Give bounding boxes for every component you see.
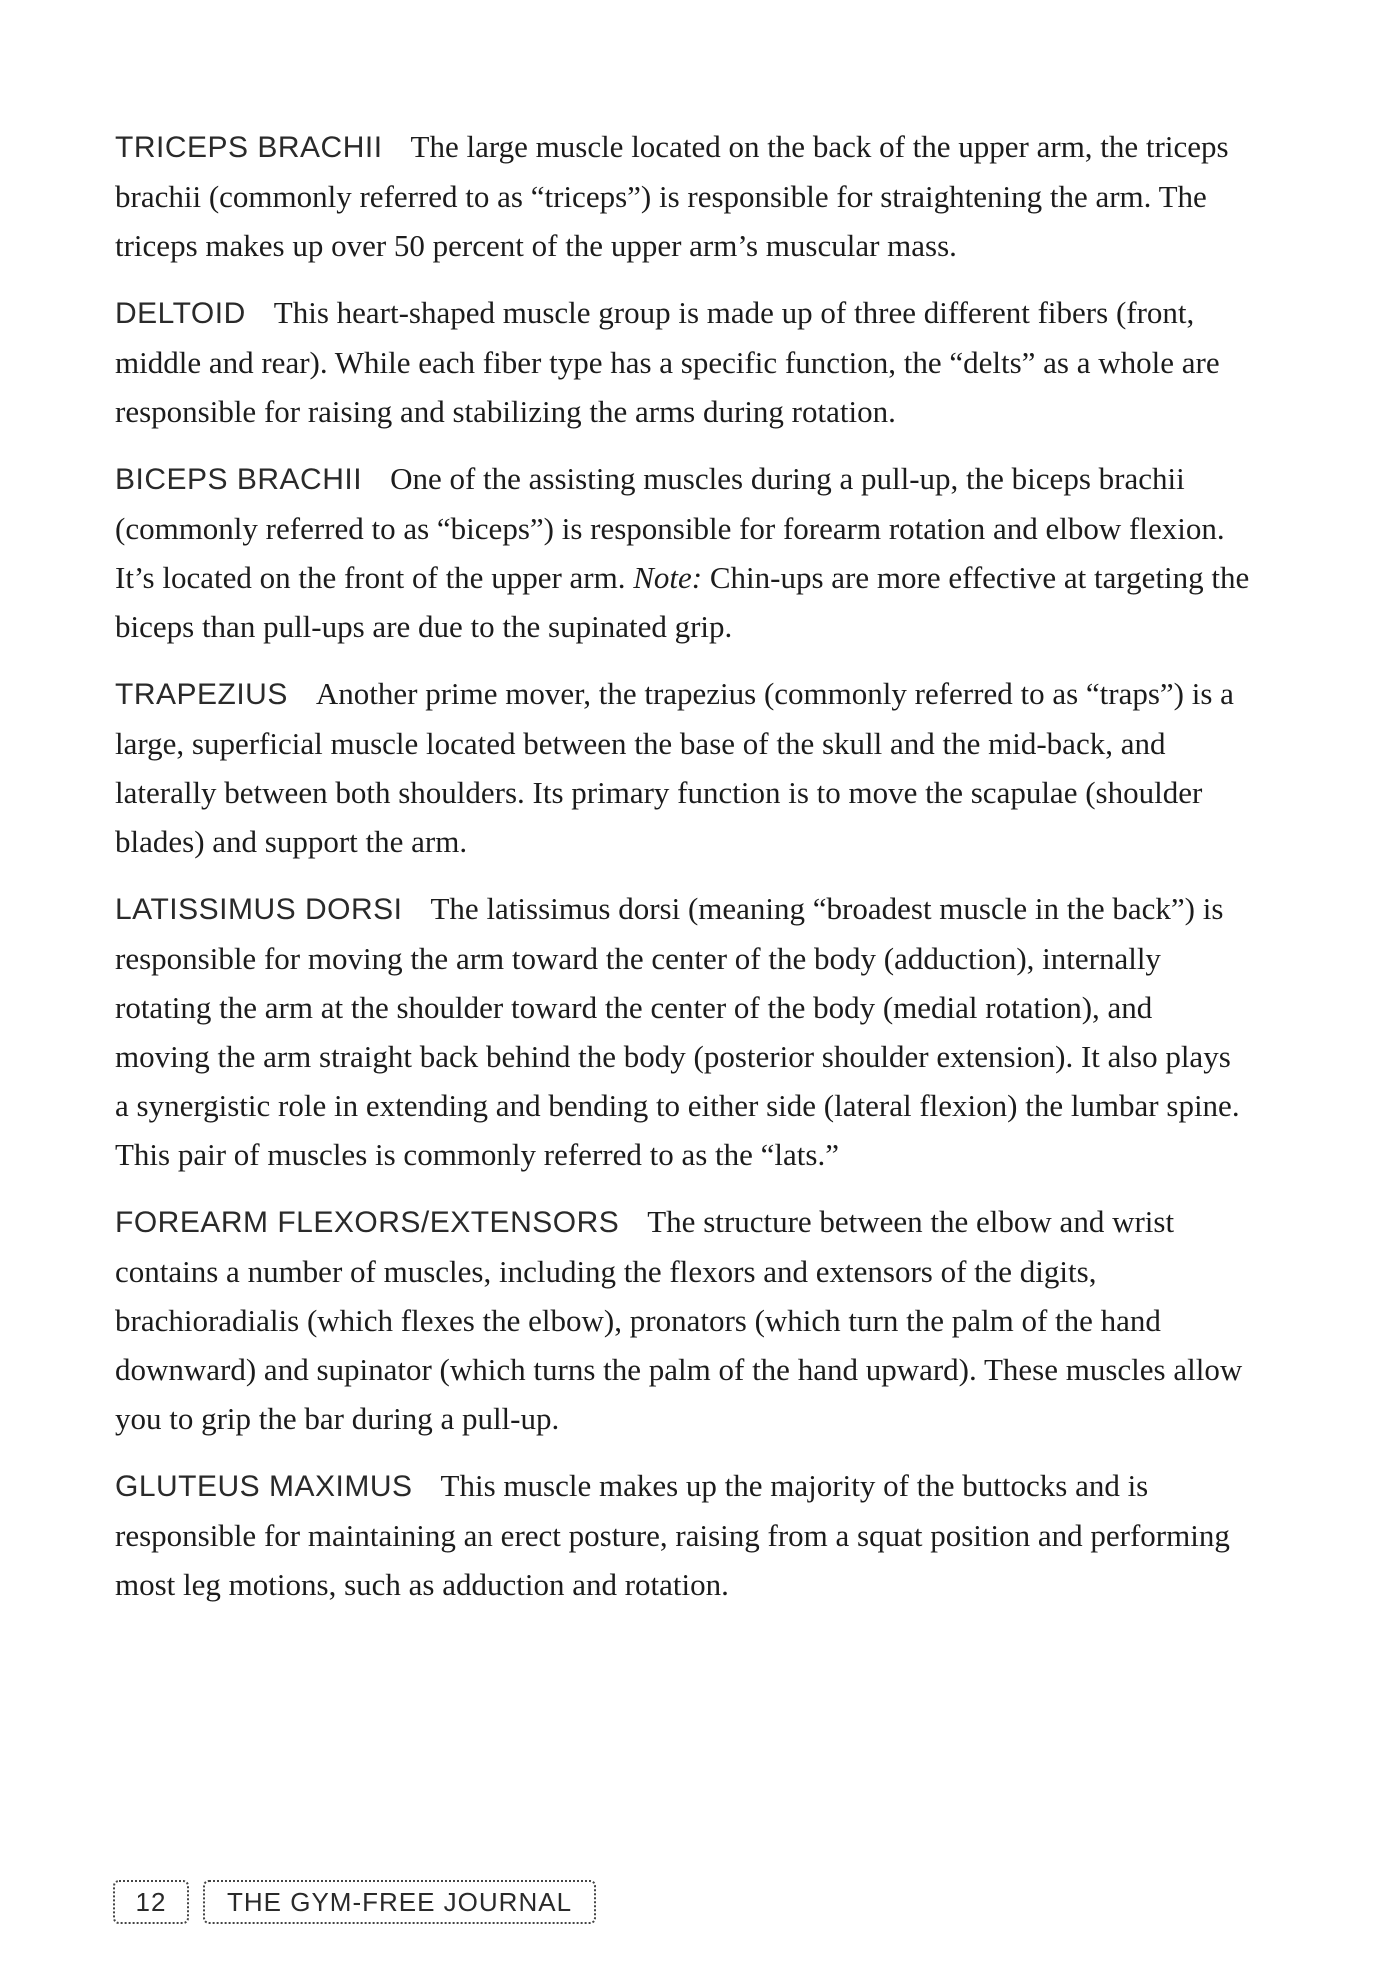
entry-term: DELTOID xyxy=(115,297,246,330)
running-title: THE GYM-FREE JOURNAL xyxy=(203,1880,596,1924)
entry-gluteus-maximus xyxy=(115,1461,1250,1609)
entry-latissimus-dorsi xyxy=(115,884,1250,1179)
entry-term: BICEPS BRACHII xyxy=(115,463,363,496)
entry-text: This heart-shaped muscle group is made up of three different fibers (front, middle and rear). While each fiber type has a specific function, the “delts” as a whole are responsible for raising and stabilizing the arms during rotation. xyxy=(115,295,1220,429)
entry-text: One of the assisting muscles during a pull-up, the biceps brachii (commonly referred to as “biceps”) is responsible for forearm rotation and elbow flexion. It’s located on the front of the upper arm. xyxy=(115,461,1225,595)
entry-text: This muscle makes up the majority of the buttocks and is responsible for maintaining an erect posture, raising from a squat position and performing most leg motions, such as adduction and rotation. xyxy=(115,1468,1230,1602)
entry-term: LATISSIMUS DORSI xyxy=(115,893,403,926)
entry-term: TRAPEZIUS xyxy=(115,678,288,711)
note-label: Note: xyxy=(633,560,703,595)
entry-deltoid xyxy=(115,288,1250,436)
entry-text: The structure between the elbow and wrist contains a number of muscles, including the flexors and extensors of the digits, brachioradialis (which flexes the elbow), pronators (which turn the palm of the hand downward) and supinator (which turns the palm of the hand upward). These muscles allow you to grip the bar during a pull-up. xyxy=(115,1204,1243,1436)
entry-term: GLUTEUS MAXIMUS xyxy=(115,1470,413,1503)
page-footer xyxy=(113,1880,596,1924)
entry-term: TRICEPS BRACHII xyxy=(115,131,383,164)
entry-biceps-brachii xyxy=(115,454,1250,651)
entry-forearm-flexors-extensors xyxy=(115,1197,1250,1443)
entry-text: The large muscle located on the back of the upper arm, the triceps brachii (commonly referred to as “triceps”) is responsible for straightening the arm. The triceps makes up over 50 percent of the upper arm’s muscular mass. xyxy=(115,129,1229,263)
note-text: Chin-ups are more effective at targeting the biceps than pull-ups are due to the supinated grip. xyxy=(115,560,1250,644)
page-body xyxy=(115,122,1250,1627)
entry-trapezius xyxy=(115,669,1250,866)
entry-triceps-brachii xyxy=(115,122,1250,270)
entry-text: The latissimus dorsi (meaning “broadest muscle in the back”) is responsible for moving the arm toward the center of the body (adduction), internally rotating the arm at the shoulder toward the center of the body (medial rotation), and moving the arm straight back behind the body (posterior shoulder extension). It also plays a synergistic role in extending and bending to either side (lateral flexion) the lumbar spine. This pair of muscles is commonly referred to as the “lats.” xyxy=(115,891,1240,1172)
entry-term: FOREARM FLEXORS/EXTENSORS xyxy=(115,1206,620,1239)
entry-text: Another prime mover, the trapezius (commonly referred to as “traps”) is a large, superficial muscle located between the base of the skull and the mid-back, and laterally between both shoulders. Its primary function is to move the scapulae (shoulder blades) and support the arm. xyxy=(115,676,1234,859)
page-number: 12 xyxy=(113,1880,189,1924)
